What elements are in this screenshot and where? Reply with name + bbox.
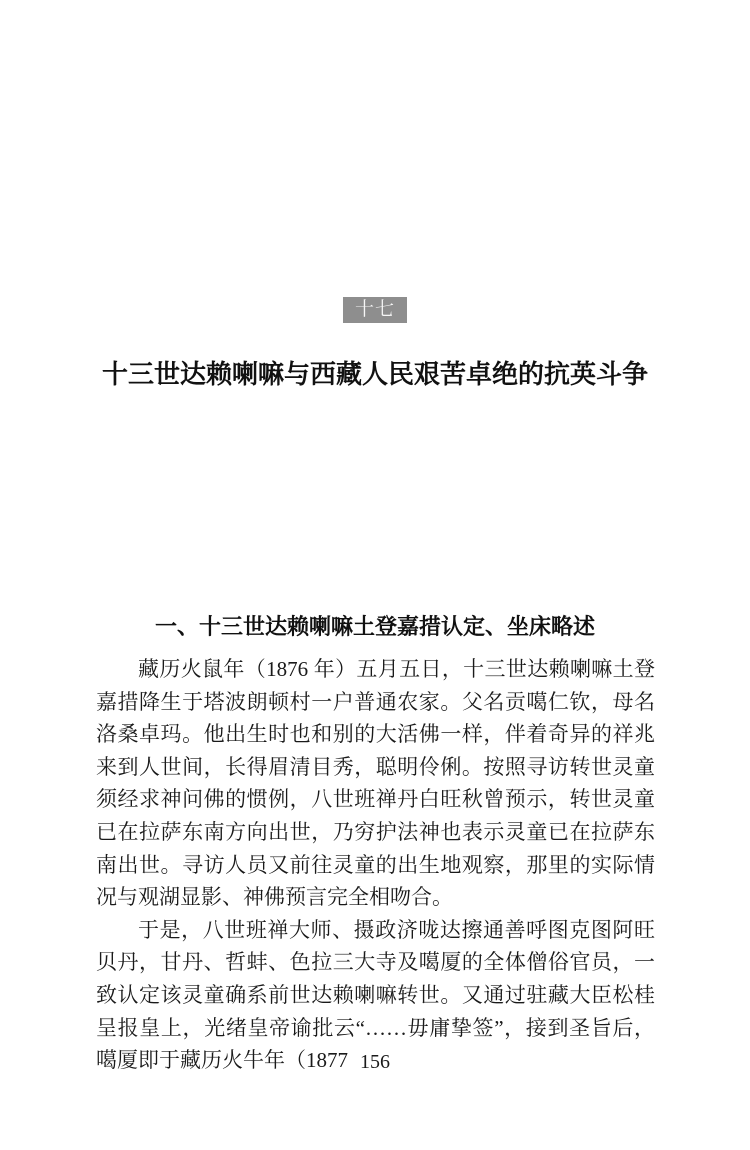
chapter-title: 十三世达赖喇嘛与西藏人民艰苦卓绝的抗英斗争 bbox=[101, 360, 648, 390]
paragraph: 于是，八世班禅大师、摄政济咙达擦通善呼图克图阿旺贝丹，甘丹、哲蚌、色拉三大寺及噶厦的全体僧俗官员，一致认定该灵童确系前世达赖喇嘛转世。又通过驻藏大臣松桂呈报皇上，光绪皇帝谕批云“……毋庸挚签”，接到圣旨后，噶厦即于藏历火牛年（1877 bbox=[96, 917, 655, 1073]
body-text bbox=[96, 653, 655, 1077]
paragraph: 藏历火鼠年（1876 年）五月五日，十三世达赖喇嘛土登嘉措降生于塔波朗顿村一户普通农家。父名贡噶仁钦，母名洛桑卓玛。他出生时也和别的大活佛一样，伴着奇异的祥兆来到人世间，长得眉清目秀，聪明伶俐。按照寻访转世灵童须经求神问佛的惯例，八世班禅丹白旺秋曾预示，转世灵童已在拉萨东南方向出世，乃穷护法神也表示灵童已在拉萨东南出世。寻访人员又前往灵童的出生地观察，那里的实际情况与观湖显影、神佛预言完全相吻合。 bbox=[96, 657, 655, 910]
chapter-number-badge: 十七 bbox=[343, 297, 407, 323]
page-number: 156 bbox=[360, 1051, 390, 1073]
section-heading: 一、十三世达赖喇嘛土登嘉措认定、坐床略述 bbox=[154, 614, 595, 640]
